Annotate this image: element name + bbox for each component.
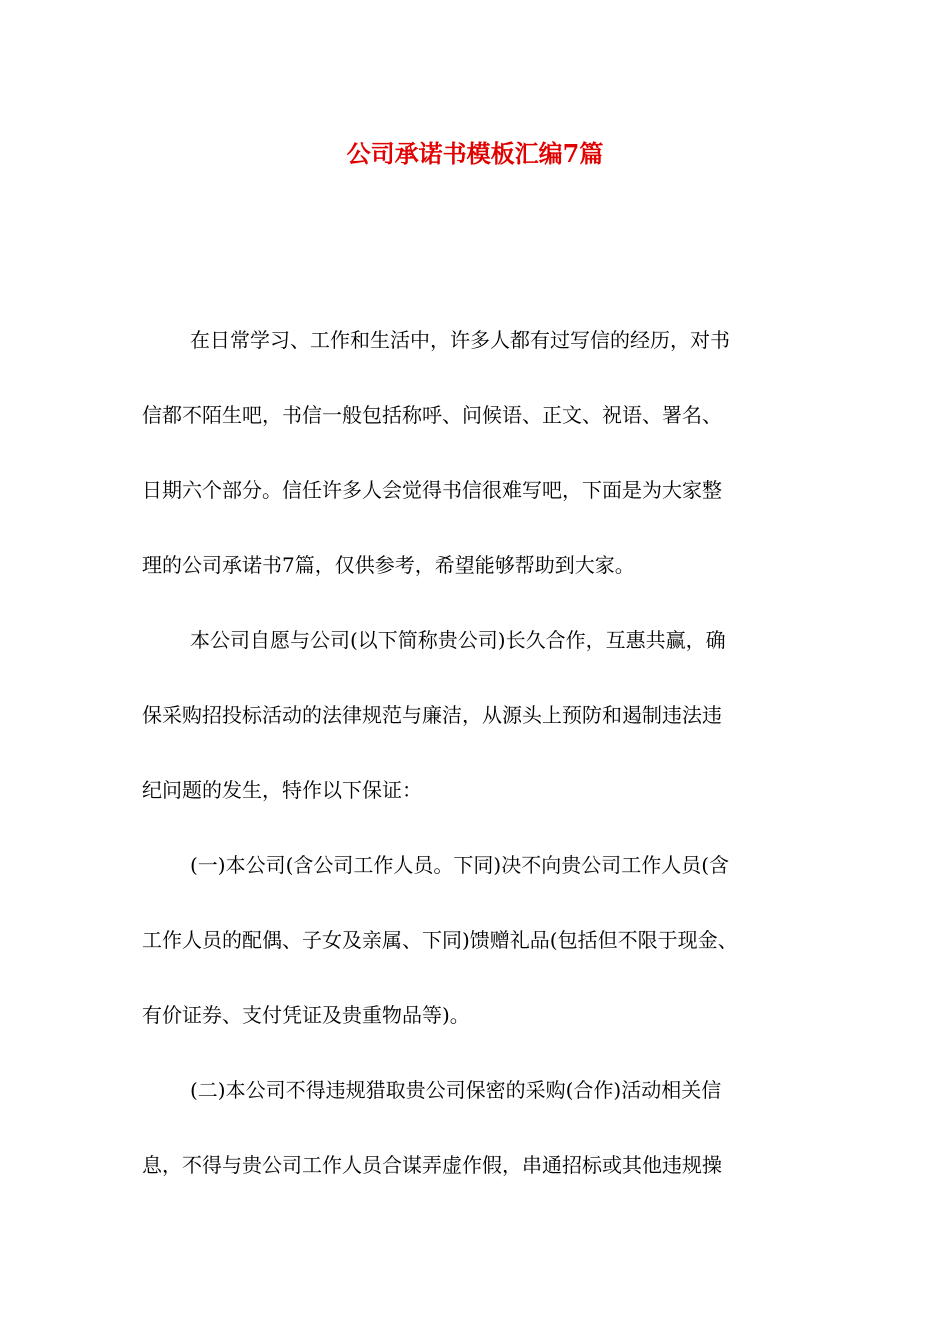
paragraph-line: (一)本公司(含公司工作人员。下同)决不向贵公司工作人员(含 [190, 853, 730, 877]
paragraph-line: (二)本公司不得违规猎取贵公司保密的采购(合作)活动相关信 [190, 1078, 722, 1102]
paragraph-line: 在日常学习、工作和生活中，许多人都有过写信的经历，对书 [190, 328, 730, 352]
paragraph-line: 理的公司承诺书7篇，仅供参考，希望能够帮助到大家。 [142, 553, 635, 577]
document-title: 公司承诺书模板汇编7篇 [346, 139, 604, 168]
paragraph-line: 息，不得与贵公司工作人员合谋弄虚作假，串通招标或其他违规操 [142, 1153, 722, 1177]
paragraph-line: 日期六个部分。信任许多人会觉得书信很难写吧，下面是为大家整 [142, 478, 722, 502]
paragraph-line: 本公司自愿与公司(以下简称贵公司)长久合作，互惠共赢，确 [190, 628, 726, 652]
paragraph-line: 纪问题的发生，特作以下保证： [142, 778, 422, 802]
paragraph-line: 保采购招投标活动的法律规范与廉洁，从源头上预防和遏制违法违 [142, 703, 722, 727]
paragraph-line: 信都不陌生吧，书信一般包括称呼、问候语、正文、祝语、署名、 [142, 403, 722, 427]
paragraph-line: 有价证券、支付凭证及贵重物品等)。 [142, 1003, 470, 1027]
paragraph-line: 工作人员的配偶、子女及亲属、下同)馈赠礼品(包括但不限于现金、 [142, 928, 738, 952]
